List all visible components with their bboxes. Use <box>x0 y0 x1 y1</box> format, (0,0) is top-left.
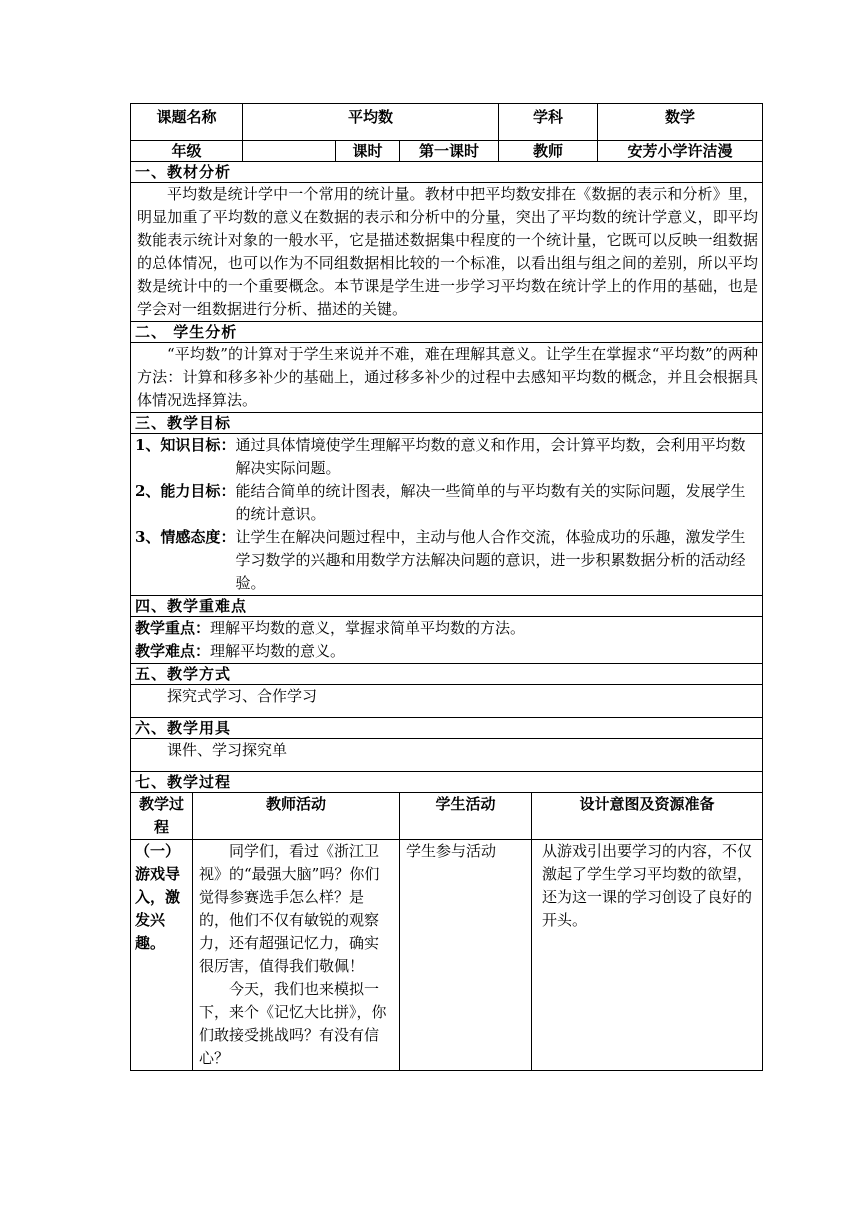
process-header-row <box>131 793 763 840</box>
topic-label: 课题名称 <box>131 104 243 141</box>
tools-text: 课件、学习探究单 <box>167 741 288 759</box>
section-title-goals: 三、教学目标 <box>131 413 763 434</box>
topic-value: 平均数 <box>243 104 499 141</box>
goal-knowledge-label: 1、知识目标： <box>135 436 236 454</box>
section-title-materials: 一、教材分析 <box>131 162 763 183</box>
section-body-goals <box>131 434 763 596</box>
col-teacher: 教师活动 <box>193 793 400 840</box>
section-title-focus: 四、教学重难点 <box>131 596 763 617</box>
grade-label: 年级 <box>131 141 243 162</box>
section-title-method: 五、教学方式 <box>131 664 763 685</box>
subject-value: 数学 <box>598 104 763 141</box>
col-stage: 教学过程 <box>131 793 193 840</box>
goal-knowledge-text: 通过具体情境使学生理解平均数的意义和作用，会计算平均数，会利用平均数解决实际问题。 <box>235 436 746 477</box>
period-value: 第一课时 <box>400 141 499 162</box>
teacher-label: 教师 <box>499 141 598 162</box>
row1-student: 学生参与活动 <box>400 840 532 1071</box>
goal-ability-text: 能结合简单的统计图表，解决一些简单的与平均数有关的实际问题，发展学生的统计意识。 <box>235 482 746 523</box>
section-body-materials <box>131 183 763 322</box>
row1-teacher <box>193 840 400 1071</box>
row1-teacher-p2: 今天，我们也来模拟一下，来个《记忆大比拼》，你们敢接受挑战吗？有没有信心？ <box>199 980 387 1067</box>
header-row-1 <box>131 104 763 141</box>
method-text: 探究式学习、合作学习 <box>167 687 318 705</box>
difficult-point-text: 理解平均数的意义。 <box>210 642 346 660</box>
subject-label: 学科 <box>499 104 598 141</box>
col-design: 设计意图及资源准备 <box>532 793 763 840</box>
students-text: “平均数”的计算对于学生来说并不难，难在理解其意义。让学生在掌握求“平均数”的两种方法：计算和移多补少的基础上，通过移多补少的过程中去感知平均数的概念，并且会根据具体情况选择算法。 <box>137 345 759 409</box>
grade-value <box>243 141 336 162</box>
header-row-2 <box>131 141 763 162</box>
goal-emotion-label: 3、情感态度： <box>135 528 236 546</box>
teacher-value: 安芳小学许洁漫 <box>598 141 763 162</box>
difficult-point-label: 教学难点： <box>135 642 211 660</box>
col-student: 学生活动 <box>400 793 532 840</box>
lesson-plan-table <box>130 103 763 1071</box>
goal-ability <box>131 480 762 526</box>
section-title-process: 七、教学过程 <box>131 772 763 793</box>
section-body-students <box>131 343 763 413</box>
goal-ability-label: 2、能力目标： <box>135 482 236 500</box>
difficult-point <box>131 640 762 663</box>
process-row-1 <box>131 840 763 1071</box>
section-body-focus <box>131 617 763 664</box>
row1-stage: （一）游戏导入，激发兴趣。 <box>131 840 193 1071</box>
goal-knowledge <box>131 434 762 480</box>
row1-design: 从游戏引出要学习的内容，不仅激起了学生学习平均数的欲望，还为这一课的学习创设了良好的开头。 <box>532 840 763 1071</box>
period-label: 课时 <box>336 141 400 162</box>
section-body-tools <box>131 739 763 772</box>
goal-emotion-text: 让学生在解决问题过程中，主动与他人合作交流，体验成功的乐趣，激发学生学习数学的兴趣和用数学方法解决问题的意识，进一步积累数据分析的活动经验。 <box>235 528 746 592</box>
row1-teacher-p1: 同学们，看过《浙江卫视》的“最强大脑”吗？你们觉得参赛选手怎么样？是的，他们不仅有敏锐的观察力，还有超强记忆力，确实很厉害，值得我们敬佩！ <box>199 842 380 975</box>
lesson-plan <box>130 103 762 1071</box>
section-body-method <box>131 685 763 718</box>
section-title-students: 二、 学生分析 <box>131 322 763 343</box>
key-point-label: 教学重点： <box>135 619 211 637</box>
key-point <box>131 617 762 640</box>
section-title-tools: 六、教学用具 <box>131 718 763 739</box>
key-point-text: 理解平均数的意义，掌握求简单平均数的方法。 <box>210 619 526 637</box>
materials-text: 平均数是统计学中一个常用的统计量。教材中把平均数安排在《数据的表示和分析》里，明显加重了平均数的意义在数据的表示和分析中的分量，突出了平均数的统计学意义，即平均数能表示统计对象的一般水平，它是描述数据集中程度的一个统计量，它既可以反映一组数据的总体情况，也可以作为不同组数据相比较的一个标准，以看出组与组之间的差别，所以平均数是统计中的一个重要概念。本节课是学生进一步学习平均数在统计学上的作用的基础，也是学会对一组数据进行分析、描述的关键。 <box>137 185 759 318</box>
goal-emotion <box>131 526 762 595</box>
